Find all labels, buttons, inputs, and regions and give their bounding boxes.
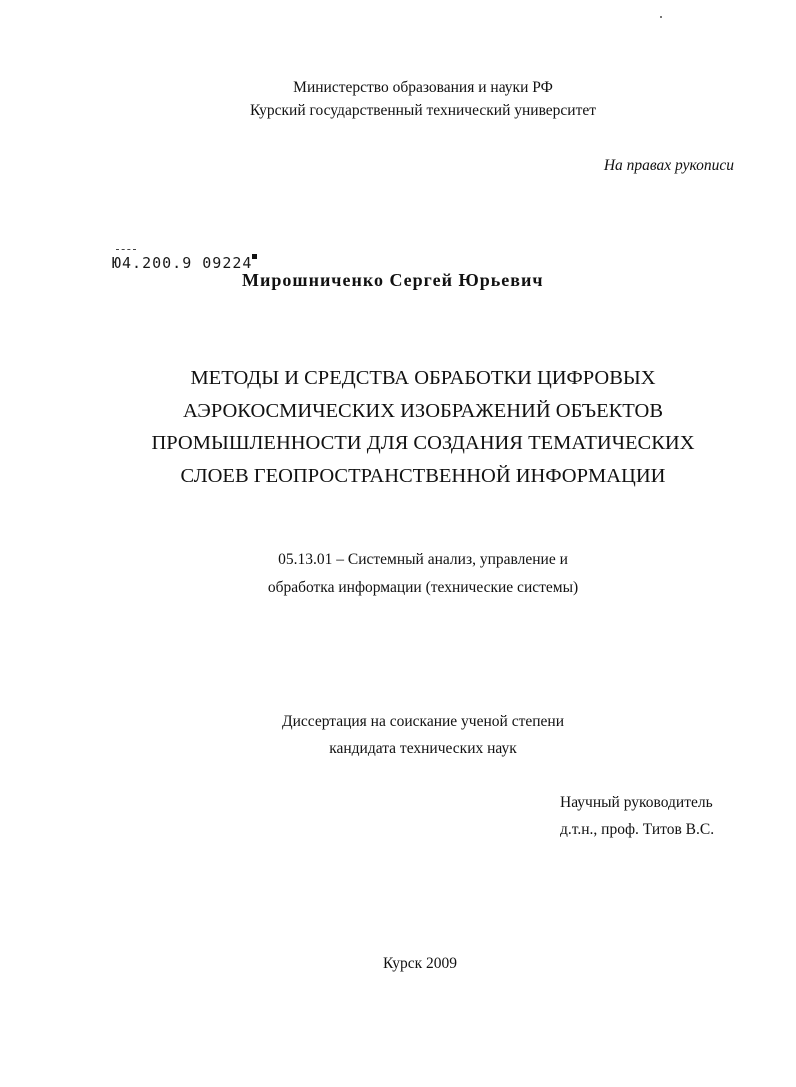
specialty-line: обработка информации (технические системы) <box>267 579 579 596</box>
author-name: Мирошниченко Сергей Юрьевич <box>242 270 544 290</box>
institution-header <box>0 76 796 122</box>
library-stamp-code: Ю4.200.9 09224 <box>112 254 253 272</box>
stamp-dot <box>252 254 257 259</box>
stamp-tick-mark <box>116 249 136 250</box>
city-year: Курск 2009 <box>383 955 457 972</box>
specialty-block <box>0 546 796 602</box>
title-line: АЭРОКОСМИЧЕСКИХ ИЗОБРАЖЕНИЙ ОБЪЕКТОВ <box>183 399 663 422</box>
title-line: МЕТОДЫ И СРЕДСТВА ОБРАБОТКИ ЦИФРОВЫХ <box>190 367 656 389</box>
university-name: Курский государственный технический университет <box>249 102 597 119</box>
degree-block <box>0 708 796 762</box>
dissertation-title <box>0 362 796 492</box>
degree-line: кандидата технических наук <box>329 740 517 757</box>
title-line: СЛОЕВ ГЕОПРОСТРАНСТВЕННОЙ ИНФОРМАЦИИ <box>180 464 666 487</box>
ministry-name: Министерство образования и науки РФ <box>293 79 553 96</box>
supervisor-name: д.т.н., проф. Титов В.С. <box>560 821 715 838</box>
specialty-line: 05.13.01 – Системный анализ, управление и <box>278 551 568 568</box>
title-line: ПРОМЫШЛЕННОСТИ ДЛЯ СОЗДАНИЯ ТЕМАТИЧЕСКИХ <box>151 432 695 454</box>
degree-line: Диссертация на соискание ученой степени <box>282 713 564 730</box>
manuscript-note: На правах рукописи <box>603 157 734 174</box>
supervisor-role: Научный руководитель <box>560 794 713 811</box>
supervisor-block <box>560 789 714 843</box>
scan-speck <box>660 16 662 18</box>
